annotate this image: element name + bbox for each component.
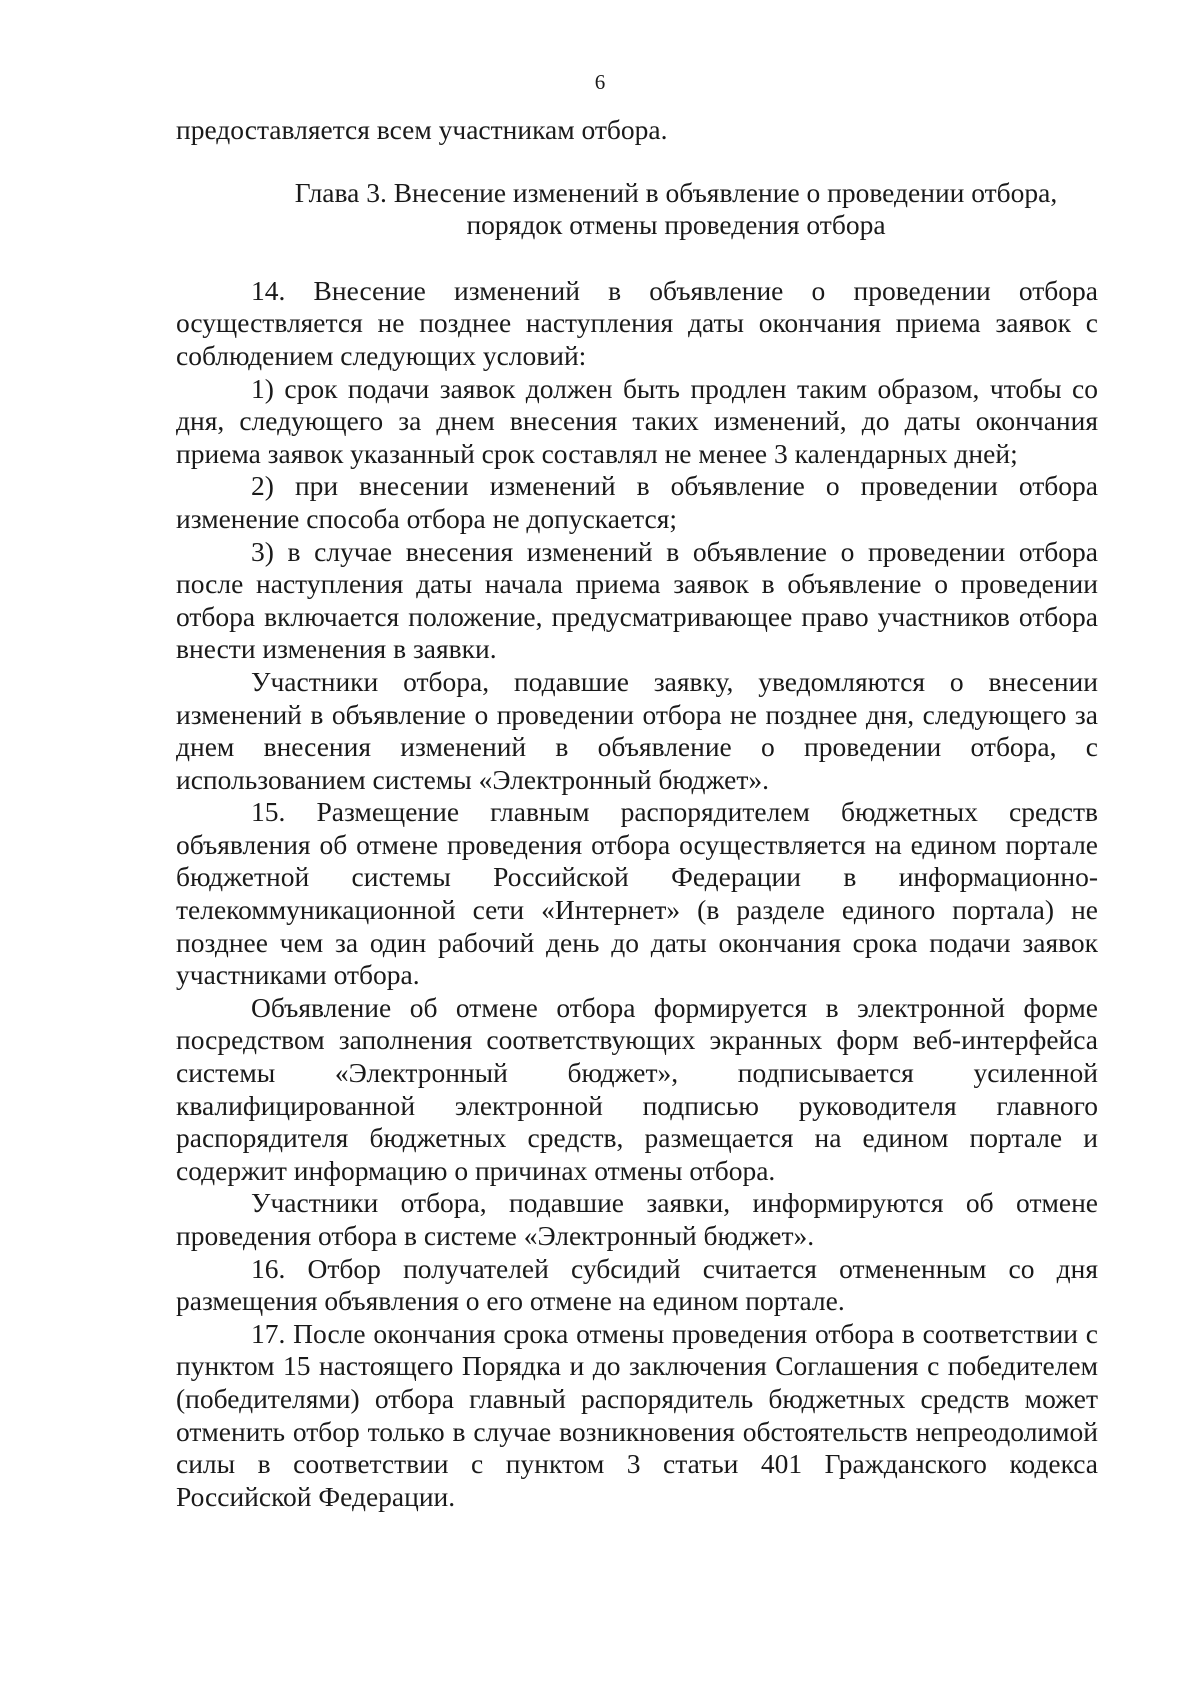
lead-line: предоставляется всем участникам отбора.	[176, 114, 668, 145]
paragraph-15: 15. Размещение главным распорядителем бюджетных средств объявления об отмене проведения отбора осуществляется на едином портале бюджетной системы Российской Федерации в информационно-телекоммуникационной сети «Интернет» (в разделе единого портала) не позднее чем за один рабочий день до даты окончания срока подачи заявок участниками отбора.	[176, 796, 1098, 991]
page-number: 6	[594, 70, 606, 94]
paragraph-15-participants: Участники отбора, подавшие заявки, информируются об отмене проведения отбора в системе «Электронный бюджет».	[176, 1187, 1098, 1251]
paragraph-14: 14. Внесение изменений в объявление о проведении отбора осуществляется не позднее наступления даты окончания приема заявок с соблюдением следующих условий:	[176, 274, 1098, 371]
paragraph-14-item-1: 1) срок подачи заявок должен быть продлен таким образом, чтобы со дня, следующего за днем внесения таких изменений, до даты окончания приема заявок указанный срок составлял не менее 3 календарных дней;	[176, 372, 1098, 469]
chapter-title-line-2: порядок отмены проведения отбора	[466, 209, 886, 241]
chapter-title	[176, 177, 1098, 242]
paragraph-15-announcement: Объявление об отмене отбора формируется в электронной форме посредством заполнения соответствующих экранных форм веб-интерфейса системы «Электронный бюджет», подписывается усиленной квалифицированной электронной подписью руководителя главного распорядителя бюджетных средств, размещается на едином портале и содержит информацию о причинах отмены отбора.	[176, 991, 1098, 1186]
paragraph-17: 17. После окончания срока отмены проведения отбора в соответствии с пунктом 15 настоящего Порядка и до заключения Соглашения с победителем (победителями) отбора главный распорядитель бюджетных средств может отменить отбор только в случае возникновения обстоятельств непреодолимой силы в соответствии с пунктом 3 статьи 401 Гражданского кодекса Российской Федерации.	[176, 1317, 1098, 1512]
paragraph-14-item-3: 3) в случае внесения изменений в объявление о проведении отбора после наступления даты начала приема заявок в объявление о проведении отбора включается положение, предусматривающее право участников отбора внести изменения в заявки.	[176, 535, 1098, 665]
document-body	[176, 114, 1098, 1513]
chapter-title-line-1: Глава 3. Внесение изменений в объявление о проведении отбора,	[294, 176, 1058, 208]
paragraph-14-notice: Участники отбора, подавшие заявку, уведомляются о внесении изменений в объявление о проведении отбора не позднее дня, следующего за днем внесения изменений в объявление о проведении отбора, с использованием системы «Электронный бюджет».	[176, 665, 1098, 795]
paragraph-16: 16. Отбор получателей субсидий считается отмененным со дня размещения объявления о его отмене на едином портале.	[176, 1252, 1098, 1317]
paragraph-14-item-2: 2) при внесении изменений в объявление о проведении отбора изменение способа отбора не допускается;	[176, 470, 1098, 534]
